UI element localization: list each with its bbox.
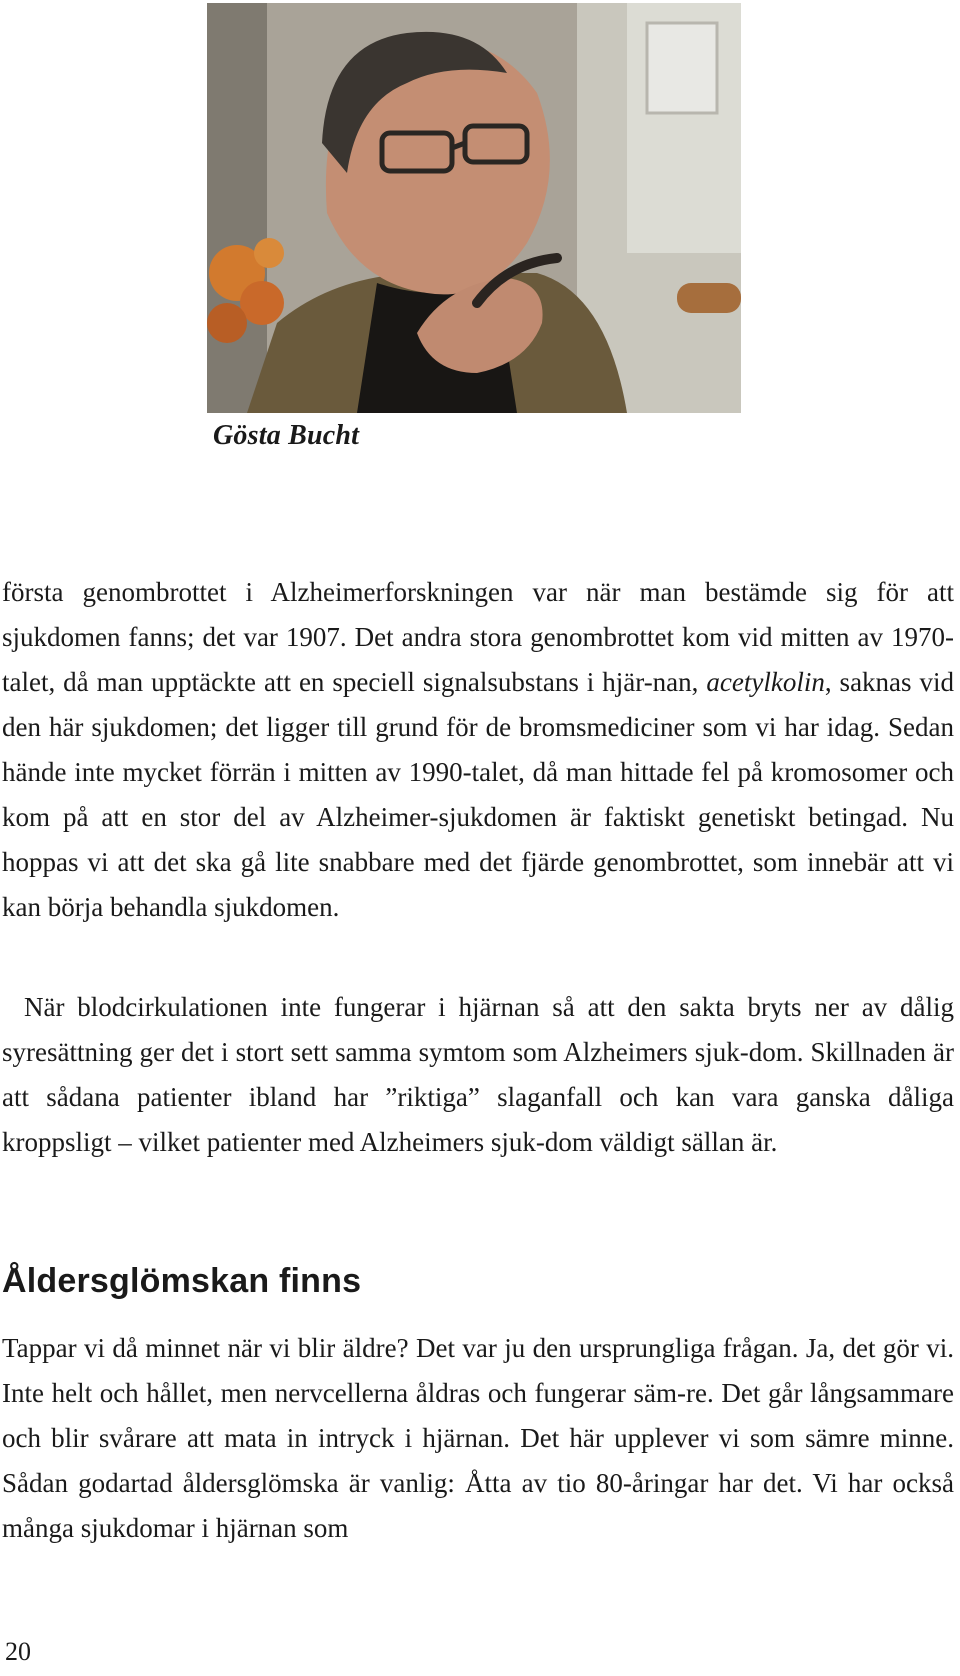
paragraph-1-italic-term: acetylkolin: [706, 667, 825, 697]
paragraph-1-text-a: första genombrottet i Alzheimerforskningen var när man bestämde sig för att sjukdomen fanns; det var 1907. Det andra stora genombrottet kom vid mitten av 1970-talet, då man upptäckte att en speciell signalsubstans i hjär-nan,: [2, 577, 954, 697]
portrait-photo: [207, 3, 741, 413]
page-number: 20: [5, 1637, 31, 1666]
section-heading: Åldersglömskan finns: [2, 1262, 362, 1300]
paragraph-2: När blodcirkulationen inte fungerar i hjärnan så att den sakta bryts ner av dålig syresättning ger det i stort sett samma symtom som Alzheimers sjuk-dom. Skillnaden är att sådana patienter ibland har ”riktiga” slaganfall och kan vara ganska dåliga kroppsligt – vilket patienter med Alzheimers sjuk-dom väldigt sällan är.: [2, 992, 954, 1157]
photo-caption: Gösta Bucht: [213, 420, 360, 451]
portrait-photo-drawing: [207, 3, 741, 413]
paragraph-3: Tappar vi då minnet när vi blir äldre? Det var ju den ursprungliga frågan. Ja, det gör vi. Inte helt och hållet, men nervcellerna åldras och fungerar säm-re. Det går långsammare och blir svårare att mata in intryck i hjärnan. Det här upplever vi som sämre minne. Sådan godartad åldersglömska är vanlig: Åtta av tio 80-åringar har det. Vi har också många sjukdomar i hjärnan som: [2, 1333, 954, 1543]
paragraph-1: [2, 570, 954, 930]
paragraph-1-text-b: , saknas vid den här sjukdomen; det ligger till grund för de bromsmediciner som vi har idag. Sedan hände inte mycket förrän i mitten av 1990-talet, då man hittade fel på kromosomer och kom på att en stor del av Alzheimer-sjukdomen är faktiskt genetiskt betingad. Nu hoppas vi att det ska gå lite snabbare med det fjärde genombrottet, som innebär att vi kan börja behandla sjukdomen.: [2, 667, 955, 922]
